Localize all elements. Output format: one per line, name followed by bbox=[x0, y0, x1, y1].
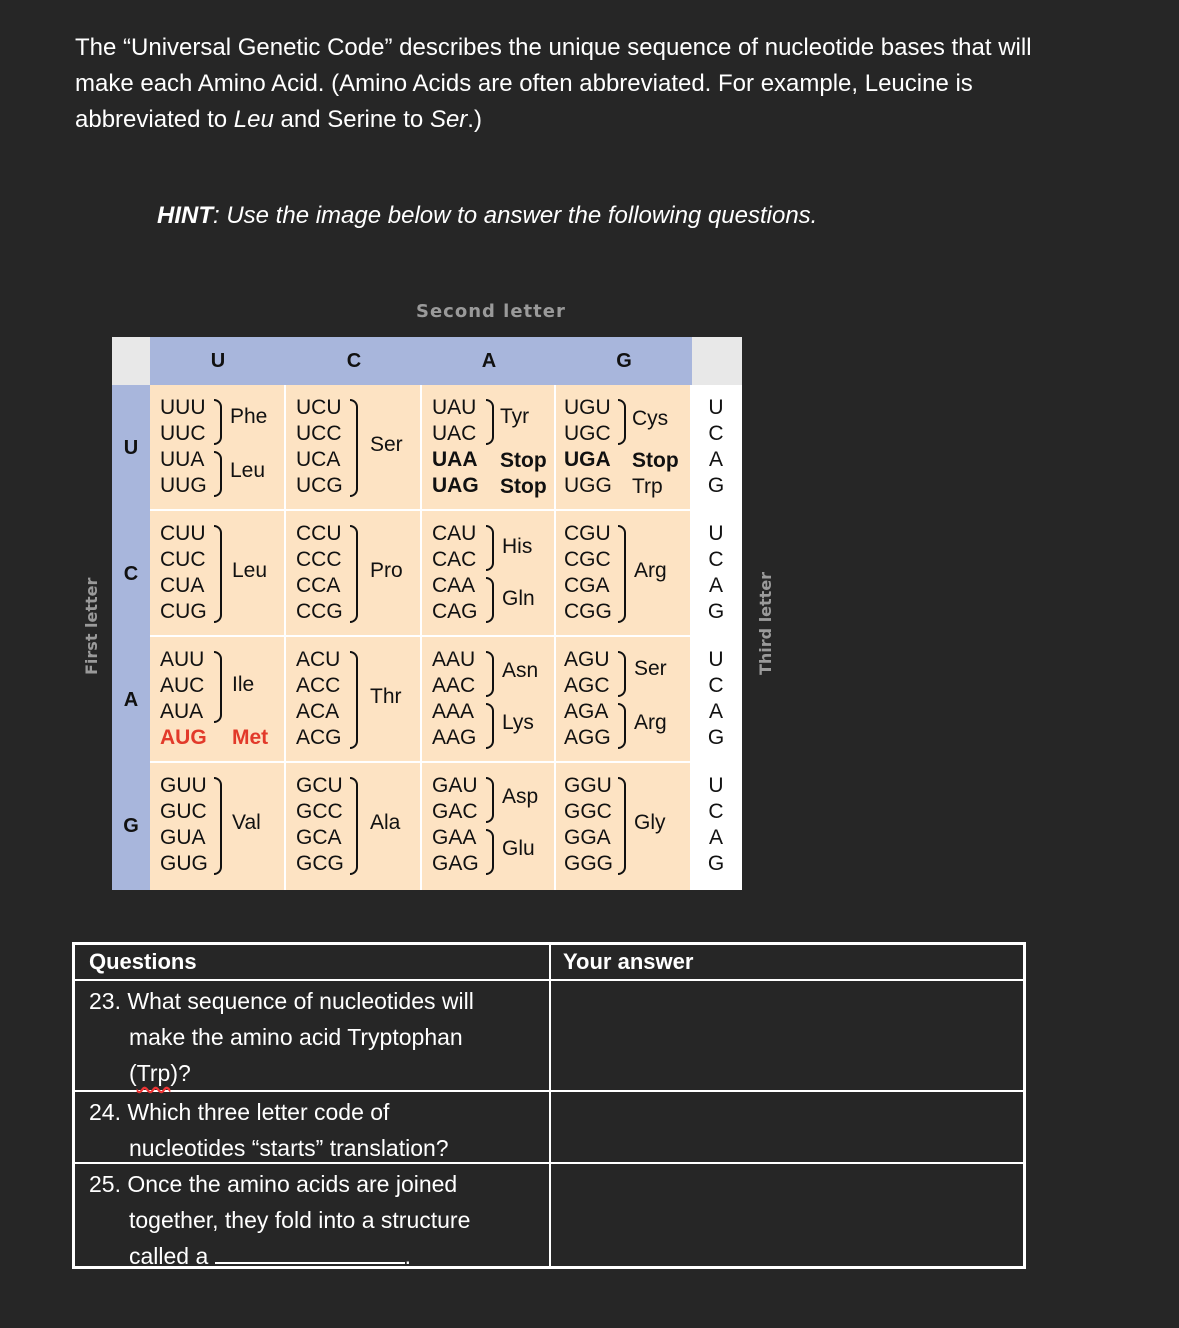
cell-aa bbox=[422, 637, 556, 763]
codon: CAU bbox=[432, 522, 477, 545]
third-letter: C bbox=[708, 674, 724, 697]
codon: CCC bbox=[296, 548, 342, 571]
brace bbox=[350, 399, 358, 497]
codon: ACC bbox=[296, 674, 341, 697]
fill-in-blank bbox=[215, 1242, 405, 1264]
q25-line-2: together, they fold into a structure bbox=[129, 1207, 471, 1233]
codon: CCU bbox=[296, 522, 342, 545]
intro-line-1: The “Universal Genetic Code” describes the unique sequence of nucleotide bases that will bbox=[75, 34, 1032, 61]
q24-line-1: 24. Which three letter code of bbox=[89, 1099, 390, 1125]
brace bbox=[350, 525, 358, 623]
third-letter-label: Third letter bbox=[756, 571, 775, 675]
codon: GCU bbox=[296, 774, 343, 797]
amino-acid: Lys bbox=[502, 711, 534, 734]
cell-cg bbox=[556, 511, 692, 637]
codon: GUG bbox=[160, 852, 208, 875]
codon: CUC bbox=[160, 548, 206, 571]
brace bbox=[350, 777, 358, 875]
cell-uu bbox=[150, 385, 286, 511]
third-letter: G bbox=[707, 600, 725, 623]
cell-gg bbox=[556, 763, 692, 890]
table-row-q23 bbox=[75, 981, 1023, 1092]
codon: UGC bbox=[564, 422, 611, 445]
answer-25-cell[interactable] bbox=[551, 1164, 1023, 1266]
first-letter-label: First letter bbox=[82, 577, 101, 675]
intro-line-3: abbreviated to bbox=[75, 106, 234, 133]
codon-grid bbox=[112, 337, 742, 890]
amino-acid: Thr bbox=[370, 685, 402, 708]
third-letter: G bbox=[707, 852, 725, 875]
cell-ac bbox=[286, 637, 422, 763]
codon-chart bbox=[76, 295, 775, 905]
codon: AGU bbox=[564, 648, 610, 671]
codon: UAU bbox=[432, 396, 477, 419]
row-head-g: G bbox=[112, 763, 150, 890]
grid-corner bbox=[112, 337, 150, 385]
third-letter: A bbox=[708, 448, 723, 471]
amino-acid: Ser bbox=[370, 433, 403, 456]
q23-paren: ( bbox=[129, 1060, 137, 1086]
brace bbox=[618, 703, 626, 749]
table-row-q25 bbox=[75, 1164, 1023, 1269]
codon: UCG bbox=[296, 474, 343, 497]
q25-called-a: called a bbox=[129, 1243, 209, 1269]
codon: GAA bbox=[432, 826, 477, 849]
codon: UGU bbox=[564, 396, 611, 419]
col-head-c: C bbox=[286, 337, 424, 385]
third-letter: U bbox=[708, 396, 724, 419]
codon: GUC bbox=[160, 800, 207, 823]
brace bbox=[486, 829, 494, 875]
codon: AAU bbox=[432, 648, 476, 671]
header-right-cell bbox=[551, 945, 1023, 979]
brace bbox=[214, 651, 222, 723]
amino-acid: Pro bbox=[370, 559, 403, 582]
intro-leu: Leu bbox=[233, 106, 274, 133]
stop-label: Stop bbox=[632, 449, 679, 472]
intro-paragraph bbox=[75, 30, 1115, 138]
codon: ACU bbox=[296, 648, 341, 671]
codon: GAU bbox=[432, 774, 478, 797]
codon: ACG bbox=[296, 726, 342, 749]
cell-au bbox=[150, 637, 286, 763]
brace bbox=[618, 399, 626, 445]
third-letters-c bbox=[696, 521, 736, 625]
amino-acid: Gly bbox=[634, 811, 666, 834]
cell-ga bbox=[422, 763, 556, 890]
amino-acid: Asp bbox=[502, 785, 539, 808]
codon: CGU bbox=[564, 522, 611, 545]
header-left-cell bbox=[75, 945, 551, 979]
codon: CCG bbox=[296, 600, 343, 623]
amino-acid: Ile bbox=[232, 673, 255, 696]
row-head-u: U bbox=[112, 385, 150, 513]
codon: GGC bbox=[564, 800, 612, 823]
cell-ag bbox=[556, 637, 692, 763]
q24-cell bbox=[75, 1092, 551, 1162]
codon: GAC bbox=[432, 800, 478, 823]
q24-line-2: nucleotides “starts” translation? bbox=[129, 1135, 449, 1161]
amino-acid: Gln bbox=[502, 587, 535, 610]
q23-line-2: make the amino acid Tryptophan bbox=[129, 1024, 463, 1050]
row-head-c: C bbox=[112, 511, 150, 639]
q25-cell bbox=[75, 1164, 551, 1269]
amino-acid: Asn bbox=[502, 659, 539, 682]
question-23 bbox=[89, 983, 529, 1091]
intro-line-2: make each Amino Acid. (Amino Acids are often abbreviated. For example, Leucine is bbox=[75, 70, 973, 97]
hint-text: : Use the image below to answer the following questions. bbox=[213, 202, 818, 229]
cell-gu bbox=[150, 763, 286, 890]
codon: GCC bbox=[296, 800, 343, 823]
amino-acid: Cys bbox=[632, 407, 669, 430]
cell-ug bbox=[556, 385, 692, 511]
q25-line-3 bbox=[89, 1238, 529, 1274]
intro-line-3b: and Serine to bbox=[273, 106, 430, 133]
codon: CCA bbox=[296, 574, 341, 597]
codon: GCA bbox=[296, 826, 342, 849]
codon: CUA bbox=[160, 574, 205, 597]
brace bbox=[350, 651, 358, 749]
codon: UAA bbox=[432, 448, 478, 471]
stop-label: Stop bbox=[500, 475, 547, 498]
codon: CUU bbox=[160, 522, 206, 545]
q23-trp: Trp bbox=[136, 1060, 171, 1086]
codon: AUA bbox=[160, 700, 204, 723]
codon: UUC bbox=[160, 422, 206, 445]
amino-acid: Phe bbox=[230, 405, 268, 428]
hint-label: HINT bbox=[157, 202, 213, 229]
third-head bbox=[692, 337, 742, 385]
cell-cu bbox=[150, 511, 286, 637]
col-head-u: U bbox=[150, 337, 288, 385]
start-codon: AUG bbox=[160, 726, 207, 749]
brace bbox=[486, 399, 494, 445]
codon: GCG bbox=[296, 852, 344, 875]
codon: CUG bbox=[160, 600, 207, 623]
codon: UCA bbox=[296, 448, 341, 471]
questions-header: Questions bbox=[89, 949, 197, 974]
table-row-q24 bbox=[75, 1092, 1023, 1164]
brace bbox=[214, 399, 222, 445]
col-head-g: G bbox=[556, 337, 694, 385]
amino-acid: Leu bbox=[230, 459, 266, 482]
brace bbox=[618, 525, 626, 623]
codon: AAG bbox=[432, 726, 477, 749]
codon: GUU bbox=[160, 774, 207, 797]
q23-line-1: 23. What sequence of nucleotides will bbox=[89, 988, 474, 1014]
codon: ACA bbox=[296, 700, 340, 723]
col-head-a: A bbox=[422, 337, 558, 385]
codon: UGA bbox=[564, 448, 611, 471]
third-letter: C bbox=[708, 548, 724, 571]
codon: UGG bbox=[564, 474, 612, 497]
third-letter: A bbox=[708, 700, 723, 723]
codon: UUA bbox=[160, 448, 205, 471]
cell-ca bbox=[422, 511, 556, 637]
third-letter: A bbox=[708, 826, 723, 849]
third-letter: C bbox=[708, 422, 724, 445]
amino-acid: Tyr bbox=[500, 405, 530, 428]
codon: CAC bbox=[432, 548, 477, 571]
codon: GUA bbox=[160, 826, 206, 849]
cell-ua bbox=[422, 385, 556, 511]
codon: AAA bbox=[432, 700, 475, 723]
codon: CAA bbox=[432, 574, 476, 597]
codon: AUU bbox=[160, 648, 205, 671]
codon: UUU bbox=[160, 396, 206, 419]
amino-acid: Arg bbox=[634, 711, 667, 734]
brace bbox=[214, 777, 222, 875]
brace bbox=[486, 525, 494, 571]
brace bbox=[214, 451, 222, 497]
brace bbox=[618, 777, 626, 875]
q25-period: . bbox=[404, 1243, 412, 1269]
codon: GGG bbox=[564, 852, 614, 875]
codon: UUG bbox=[160, 474, 207, 497]
stop-label: Stop bbox=[500, 449, 547, 472]
question-25 bbox=[89, 1166, 529, 1274]
third-letters-a bbox=[696, 647, 736, 751]
q23-cell bbox=[75, 981, 551, 1090]
third-letter: U bbox=[708, 774, 724, 797]
cell-uc bbox=[286, 385, 422, 511]
answer-24-cell[interactable] bbox=[551, 1092, 1023, 1162]
codon: UCC bbox=[296, 422, 342, 445]
codon: UAC bbox=[432, 422, 477, 445]
codon: GGA bbox=[564, 826, 611, 849]
amino-acid: Ala bbox=[370, 811, 401, 834]
third-letter: G bbox=[707, 726, 725, 749]
codon: UAG bbox=[432, 474, 479, 497]
cell-cc bbox=[286, 511, 422, 637]
intro-line-3c: .) bbox=[467, 106, 482, 133]
codon: UCU bbox=[296, 396, 342, 419]
third-letters-u bbox=[696, 395, 736, 499]
answer-23-cell[interactable] bbox=[551, 981, 1023, 1090]
brace bbox=[486, 651, 494, 697]
codon: GGU bbox=[564, 774, 612, 797]
question-24 bbox=[89, 1094, 529, 1166]
row-head-a: A bbox=[112, 637, 150, 765]
codon: AGA bbox=[564, 700, 609, 723]
amino-acid: Arg bbox=[634, 559, 667, 582]
third-letter: C bbox=[708, 800, 724, 823]
answer-header: Your answer bbox=[563, 949, 694, 974]
amino-acid: Leu bbox=[232, 559, 268, 582]
third-letters-g bbox=[696, 773, 736, 877]
third-letter: A bbox=[708, 574, 723, 597]
third-letter: U bbox=[708, 648, 724, 671]
amino-acid: Trp bbox=[632, 475, 663, 498]
amino-acid: Glu bbox=[502, 837, 535, 860]
codon: CGC bbox=[564, 548, 611, 571]
amino-acid: Ser bbox=[634, 657, 667, 680]
codon: AGC bbox=[564, 674, 610, 697]
hint bbox=[157, 202, 817, 230]
q23-end: )? bbox=[170, 1060, 191, 1086]
codon: AGG bbox=[564, 726, 611, 749]
brace bbox=[486, 703, 494, 749]
brace bbox=[486, 777, 494, 823]
intro-ser: Ser bbox=[429, 106, 468, 133]
codon: CGA bbox=[564, 574, 610, 597]
third-letter: G bbox=[707, 474, 725, 497]
amino-acid: Val bbox=[232, 811, 261, 834]
codon: AAC bbox=[432, 674, 476, 697]
table-header-row bbox=[75, 945, 1023, 981]
codon: CGG bbox=[564, 600, 612, 623]
brace bbox=[486, 577, 494, 623]
codon: CAG bbox=[432, 600, 478, 623]
questions-table bbox=[72, 942, 1026, 1269]
cell-gc bbox=[286, 763, 422, 890]
met-label: Met bbox=[232, 726, 269, 749]
q25-line-1: 25. Once the amino acids are joined bbox=[89, 1171, 458, 1197]
amino-acid: His bbox=[502, 535, 533, 558]
codon: GAG bbox=[432, 852, 479, 875]
q23-line-3 bbox=[89, 1055, 529, 1091]
brace bbox=[214, 525, 222, 623]
codon: AUC bbox=[160, 674, 205, 697]
third-letter: U bbox=[708, 522, 724, 545]
brace bbox=[618, 651, 626, 697]
second-letter-label: Second letter bbox=[416, 301, 566, 322]
